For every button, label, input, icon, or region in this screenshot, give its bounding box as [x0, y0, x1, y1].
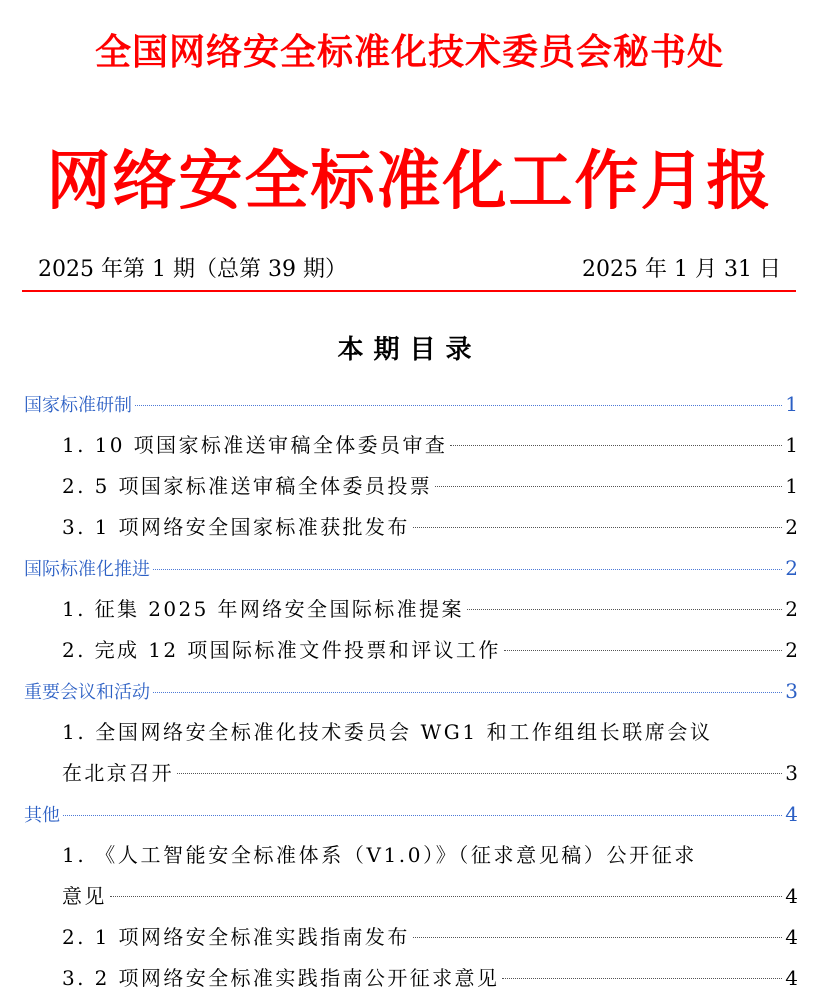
toc-section-title: 重要会议和活动: [24, 682, 150, 703]
toc-page-number: 4: [785, 802, 798, 826]
issue-number: 2025 年第 1 期（总第 39 期）: [38, 257, 347, 282]
toc-leader-dots: [153, 692, 782, 693]
org-title: 全国网络安全标准化技术委员会秘书处: [94, 31, 724, 73]
toc-item-title: 2. 完成 12 项国际标准文件投票和评议工作: [62, 638, 501, 662]
toc-item-title: 2. 1 项网络安全标准实践指南发布: [62, 925, 410, 949]
toc-leader-dots: [413, 937, 783, 938]
toc-item[interactable]: [24, 507, 798, 548]
toc-item-title: 3. 1 项网络安全国家标准获批发布: [62, 515, 410, 539]
toc-page-number: 4: [785, 884, 798, 908]
toc-item-title-cont: 意见: [62, 884, 107, 908]
toc-section-national-standards[interactable]: [24, 384, 798, 425]
toc-page-number: 4: [785, 925, 798, 949]
toc-section-title: 其他: [24, 805, 60, 826]
toc-section-title: 国际标准化推进: [24, 559, 150, 580]
toc-section-other[interactable]: [24, 794, 798, 835]
toc-item-line1[interactable]: 1. 《人工智能安全标准体系（V1.0）》（征求意见稿）公开征求: [62, 843, 697, 867]
toc-item[interactable]: [24, 466, 798, 507]
table-of-contents: [24, 384, 798, 999]
toc-page-number: 2: [785, 597, 798, 621]
report-title: 网络安全标准化工作月报: [46, 144, 773, 219]
toc-leader-dots: [63, 815, 782, 816]
toc-item[interactable]: [24, 753, 798, 794]
toc-item-title: 1. 10 项国家标准送审稿全体委员审查: [62, 433, 448, 457]
toc-leader-dots: [435, 486, 782, 487]
toc-page-number: 2: [785, 638, 798, 662]
toc-leader-dots: [502, 978, 782, 979]
toc-page-number: 2: [785, 556, 798, 580]
toc-item[interactable]: [24, 958, 798, 999]
toc-page-number: 1: [785, 392, 798, 416]
toc-item[interactable]: [24, 917, 798, 958]
toc-leader-dots: [153, 569, 782, 570]
toc-page-number: 1: [785, 433, 798, 457]
toc-item-title-cont: 在北京召开: [62, 761, 174, 785]
toc-leader-dots: [467, 609, 782, 610]
issue-row: [24, 252, 795, 288]
issue-date: 2025 年 1 月 31 日: [582, 257, 781, 282]
toc-item[interactable]: [24, 589, 798, 630]
toc-page-number: 4: [785, 966, 798, 990]
toc-leader-dots: [177, 773, 782, 774]
toc-leader-dots: [450, 445, 782, 446]
toc-page-number: 1: [785, 474, 798, 498]
toc-item[interactable]: [24, 630, 798, 671]
toc-leader-dots: [110, 896, 782, 897]
toc-title: 本期目录: [337, 335, 482, 365]
toc-item-title: 2. 5 项国家标准送审稿全体委员投票: [62, 474, 433, 498]
toc-section-meetings[interactable]: [24, 671, 798, 712]
toc-section-title: 国家标准研制: [24, 395, 132, 416]
toc-item-title: 3. 2 项网络安全标准实践指南公开征求意见: [62, 966, 500, 990]
toc-leader-dots: [504, 650, 782, 651]
toc-leader-dots: [135, 405, 782, 406]
toc-page-number: 3: [785, 761, 798, 785]
toc-page-number: 2: [785, 515, 798, 539]
toc-item-line1[interactable]: 1. 全国网络安全标准化技术委员会 WG1 和工作组组长联席会议: [62, 720, 713, 744]
toc-section-international-standards[interactable]: [24, 548, 798, 589]
red-divider: [22, 290, 796, 292]
toc-item[interactable]: [24, 425, 798, 466]
toc-page-number: 3: [785, 679, 798, 703]
toc-item[interactable]: [24, 876, 798, 917]
toc-leader-dots: [413, 527, 783, 528]
toc-item-title: 1. 征集 2025 年网络安全国际标准提案: [62, 597, 464, 621]
